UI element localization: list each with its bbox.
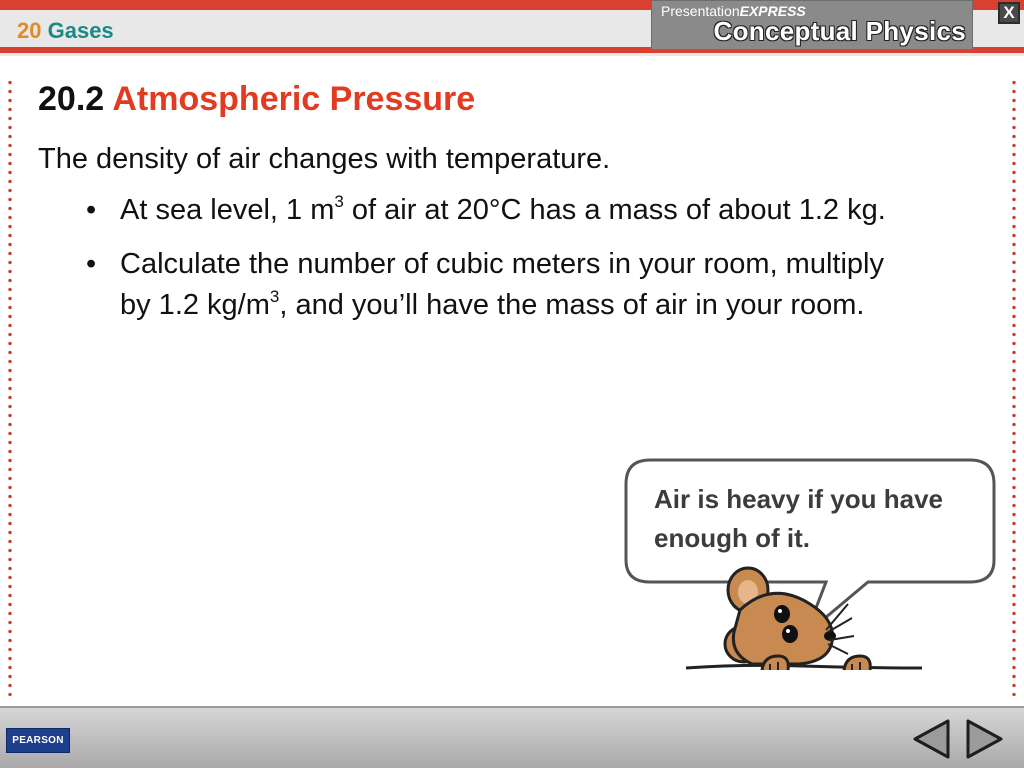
chapter-number: 20 bbox=[17, 18, 42, 43]
mouse-eye-right bbox=[782, 625, 798, 643]
bullet2-text-end: , and you’ll have the mass of air in your room. bbox=[279, 289, 865, 321]
ground-line bbox=[686, 665, 922, 668]
chapter-title: Gases bbox=[47, 18, 114, 43]
brand-logo bbox=[651, 0, 973, 50]
close-button[interactable]: X bbox=[998, 2, 1020, 24]
bullet-item bbox=[84, 244, 914, 326]
mouse-eye-left bbox=[774, 605, 790, 623]
bullet-marker: • bbox=[86, 194, 97, 226]
bullet2-text-start: Calculate the number of cubic meters in your room, multiply by 1.2 kg/m bbox=[120, 248, 884, 321]
arrow-left-icon bbox=[915, 721, 948, 757]
left-dotted-border bbox=[8, 78, 12, 696]
bullet-item bbox=[84, 190, 914, 231]
slide-title bbox=[38, 80, 475, 119]
section-title: Atmospheric Pressure bbox=[112, 80, 476, 118]
brand-presentation-express: PresentationEXPRESS bbox=[661, 3, 806, 19]
next-slide-button[interactable] bbox=[966, 718, 1004, 760]
chapter-heading bbox=[17, 18, 114, 44]
previous-slide-button[interactable] bbox=[912, 718, 950, 760]
pearson-logo: PEARSON bbox=[6, 728, 70, 753]
brand-conceptual-physics: Conceptual Physics bbox=[713, 16, 966, 46]
footer-bar bbox=[0, 706, 1024, 768]
right-dotted-border bbox=[1012, 78, 1016, 696]
bullet-list bbox=[84, 190, 914, 339]
superscript: 3 bbox=[269, 287, 280, 306]
bullet-marker: • bbox=[86, 248, 97, 280]
bullet1-text-end: of air at 20°C has a mass of about 1.2 kg. bbox=[343, 194, 886, 226]
section-number: 20.2 bbox=[38, 80, 105, 118]
lead-text: The density of air changes with temperature. bbox=[38, 143, 611, 175]
bullet1-text-start: At sea level, 1 m bbox=[120, 194, 335, 226]
arrow-right-icon bbox=[968, 721, 1001, 757]
speech-bubble-text: Air is heavy if you have enough of it. bbox=[654, 484, 944, 553]
superscript: 3 bbox=[334, 192, 344, 211]
mouse-paw-right bbox=[844, 656, 870, 670]
